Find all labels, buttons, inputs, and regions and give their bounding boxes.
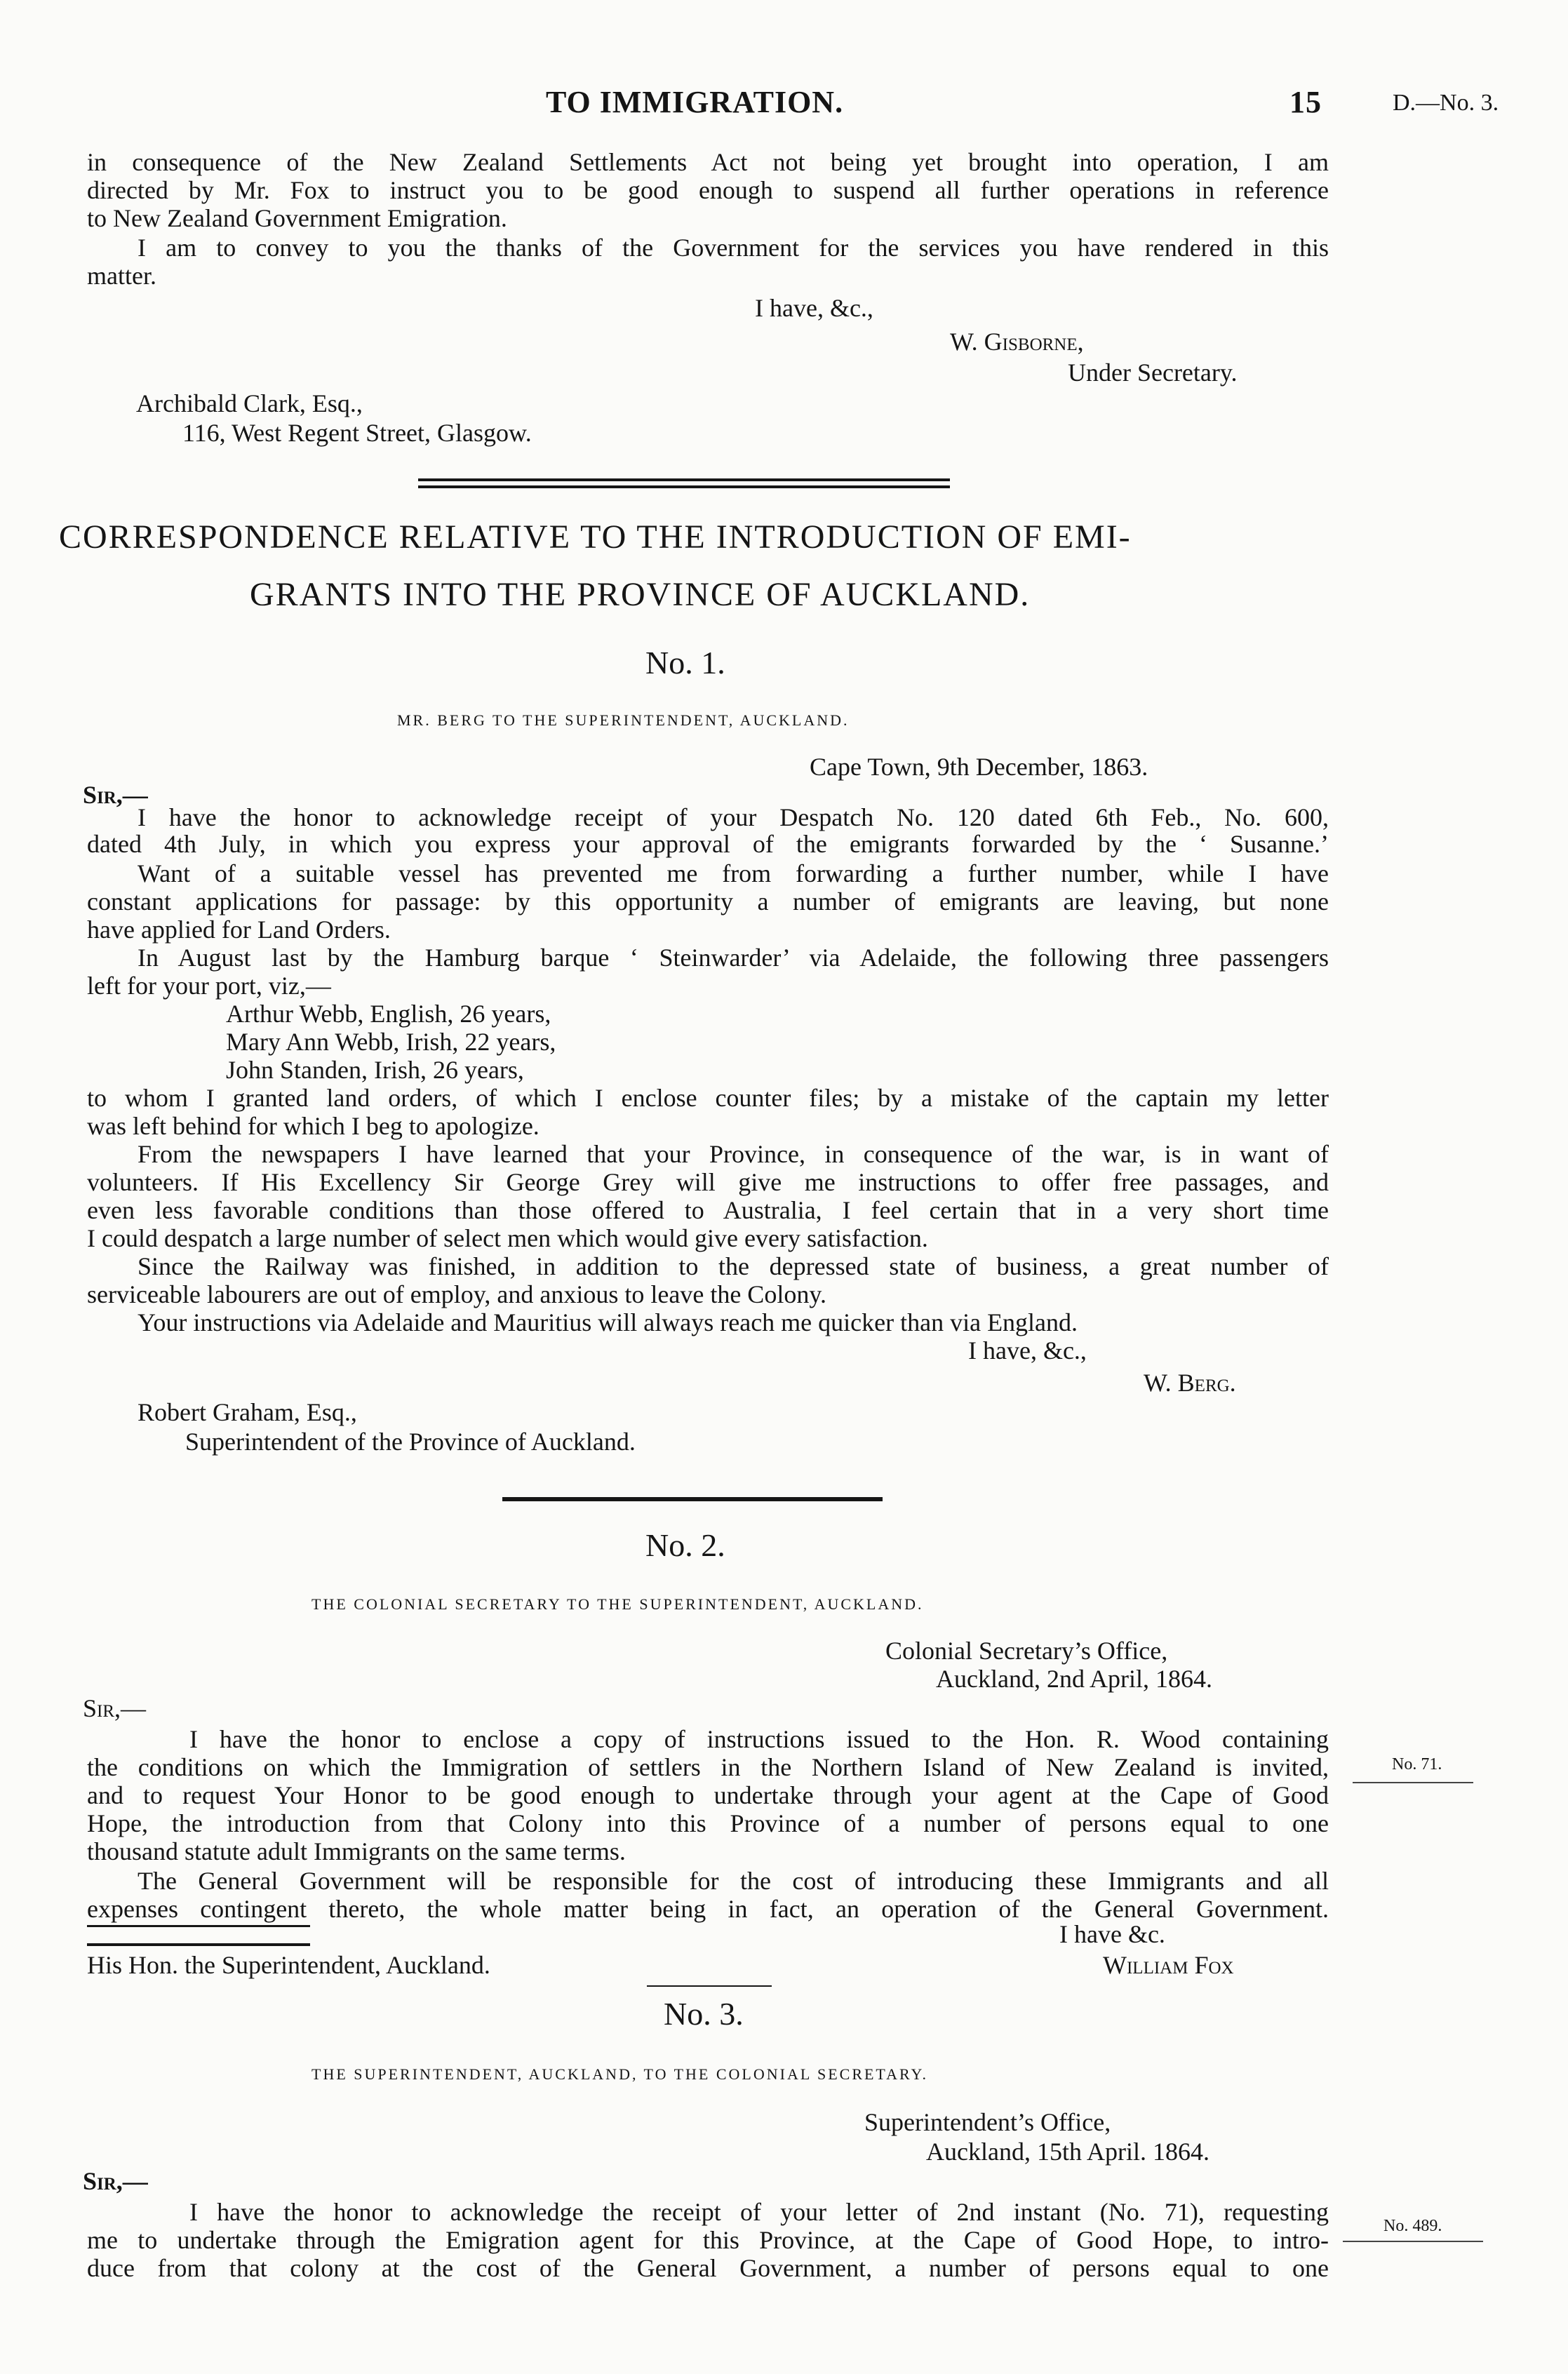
section-title: CORRESPONDENCE RELATIVE TO THE INTRODUCTION OF EMI- xyxy=(59,518,1132,556)
paragraph-line: have applied for Land Orders. xyxy=(87,916,391,944)
margin-rule xyxy=(1343,2241,1483,2242)
place: Colonial Secretary’s Office, xyxy=(885,1637,1168,1665)
paragraph-line: Want of a suitable vessel has prevented me from forwarding a further number, while I have xyxy=(138,859,1329,887)
divider xyxy=(502,1497,883,1501)
paragraph-line: was left behind for which I beg to apologize. xyxy=(87,1112,540,1140)
margin-note: No. 489. xyxy=(1383,2217,1442,2235)
paragraph-line: to New Zealand Government Emigration. xyxy=(87,204,507,232)
margin-note: No. 71. xyxy=(1392,1755,1442,1773)
letter-heading: THE COLONIAL SECRETARY TO THE SUPERINTENDENT, AUCKLAND. xyxy=(311,1595,924,1613)
paragraph-line: In August last by the Hamburg barque ‘ Steinwarder’ via Adelaide, the following three passengers xyxy=(138,944,1329,972)
addressee: Archibald Clark, Esq., xyxy=(136,389,363,417)
addressee-title: Superintendent of the Province of Auckland. xyxy=(185,1428,636,1456)
signature: W. Berg. xyxy=(1144,1369,1236,1397)
signer-title: Under Secretary. xyxy=(1068,358,1238,387)
paragraph-line: I have the honor to acknowledge receipt of your Despatch No. 120 dated 6th Feb., No. 600, xyxy=(138,803,1329,831)
divider xyxy=(87,1925,310,1927)
place-date: Cape Town, 9th December, 1863. xyxy=(810,753,1148,781)
letter-heading: THE SUPERINTENDENT, AUCKLAND, TO THE COLONIAL SECRETARY. xyxy=(311,2065,929,2083)
paragraph-line: the conditions on which the Immigration of settlers in the Northern Island of New Zealand is invited, xyxy=(87,1753,1329,1781)
paragraph-line: serviceable labourers are out of employ, and anxious to leave the Colony. xyxy=(87,1280,826,1308)
paragraph-line: matter. xyxy=(87,262,156,290)
closing: I have &c. xyxy=(1059,1920,1165,1948)
paragraph-line: in consequence of the New Zealand Settlements Act not being yet brought into operation, I am xyxy=(87,148,1329,176)
paragraph-line: and to request Your Honor to be good enough to undertake through your agent at the Cape of Good xyxy=(87,1781,1329,1809)
date: Auckland, 2nd April, 1864. xyxy=(936,1665,1212,1693)
closing: I have, &c., xyxy=(755,294,873,322)
paragraph-line: directed by Mr. Fox to instruct you to be good enough to suspend all further operations in reference xyxy=(87,176,1329,204)
paragraph-line: thousand statute adult Immigrants on the same terms. xyxy=(87,1837,626,1865)
signature: W. Gisborne, xyxy=(950,328,1084,356)
margin-rule xyxy=(1353,1782,1473,1783)
paragraph-line: dated 4th July, in which you express your approval of the emigrants forwarded by the ‘ Susanne.’ xyxy=(87,830,1329,858)
paragraph-line: The General Government will be responsible for the cost of introducing these Immigrants and all xyxy=(138,1867,1329,1895)
salutation: Sir,— xyxy=(83,781,148,809)
section-title: GRANTS INTO THE PROVINCE OF AUCKLAND. xyxy=(250,576,1031,613)
paragraph-line: me to undertake through the Emigration agent for this Province, at the Cape of Good Hope, to intro- xyxy=(87,2226,1329,2254)
passenger-entry: John Standen, Irish, 26 years, xyxy=(226,1056,524,1084)
letter-number: No. 3. xyxy=(664,1996,744,2032)
paragraph-line: Since the Railway was finished, in addition to the depressed state of business, a great number of xyxy=(138,1252,1329,1280)
date: Auckland, 15th April. 1864. xyxy=(926,2138,1209,2166)
paragraph-line: I am to convey to you the thanks of the Government for the services you have rendered in this xyxy=(138,234,1329,262)
letter-heading: MR. BERG TO THE SUPERINTENDENT, AUCKLAND. xyxy=(397,711,850,729)
paragraph-line: Your instructions via Adelaide and Mauritius will always reach me quicker than via England. xyxy=(138,1308,1078,1336)
divider xyxy=(418,478,950,481)
salutation: Sir,— xyxy=(83,2167,148,2195)
page-number: 15 xyxy=(1289,85,1322,119)
closing: I have, &c., xyxy=(968,1336,1087,1364)
paragraph-line: Hope, the introduction from that Colony into this Province of a number of persons equal to one xyxy=(87,1809,1329,1837)
letter-number: No. 1. xyxy=(645,645,725,680)
paragraph-line: left for your port, viz,— xyxy=(87,972,331,1000)
paragraph-line: I have the honor to enclose a copy of instructions issued to the Hon. R. Wood containing xyxy=(189,1725,1329,1753)
signature: William Fox xyxy=(1103,1951,1234,1979)
passenger-entry: Mary Ann Webb, Irish, 22 years, xyxy=(226,1028,556,1056)
paragraph-line: I could despatch a large number of select men which would give every satisfaction. xyxy=(87,1224,928,1252)
paragraph-line: constant applications for passage: by this opportunity a number of emigrants are leaving, but none xyxy=(87,887,1329,916)
letter-number: No. 2. xyxy=(645,1527,725,1563)
divider xyxy=(418,485,950,488)
addressee: His Hon. the Superintendent, Auckland. xyxy=(87,1951,490,1979)
passenger-entry: Arthur Webb, English, 26 years, xyxy=(226,1000,551,1028)
running-title: TO IMMIGRATION. xyxy=(546,85,844,119)
paragraph-line: duce from that colony at the cost of the General Government, a number of persons equal to one xyxy=(87,2254,1329,2282)
paragraph-line: I have the honor to acknowledge the receipt of your letter of 2nd instant (No. 71), requesting xyxy=(189,2198,1329,2226)
divider xyxy=(647,1985,772,1987)
document-reference: D.—No. 3. xyxy=(1393,90,1499,116)
paragraph-line: volunteers. If His Excellency Sir George Grey will give me instructions to offer free passages, and xyxy=(87,1168,1329,1196)
salutation: Sir,— xyxy=(83,1694,147,1722)
divider xyxy=(87,1943,310,1946)
paragraph-line: expenses contingent thereto, the whole matter being in fact, an operation of the General Government. xyxy=(87,1895,1329,1923)
paragraph-line: to whom I granted land orders, of which I enclose counter files; by a mistake of the captain my letter xyxy=(87,1084,1329,1112)
addressee: Robert Graham, Esq., xyxy=(138,1398,357,1426)
paragraph-line: even less favorable conditions than those offered to Australia, I feel certain that in a very short time xyxy=(87,1196,1329,1224)
address: 116, West Regent Street, Glasgow. xyxy=(182,419,532,447)
paragraph-line: From the newspapers I have learned that your Province, in consequence of the war, is in want of xyxy=(138,1140,1329,1168)
place: Superintendent’s Office, xyxy=(864,2108,1111,2136)
